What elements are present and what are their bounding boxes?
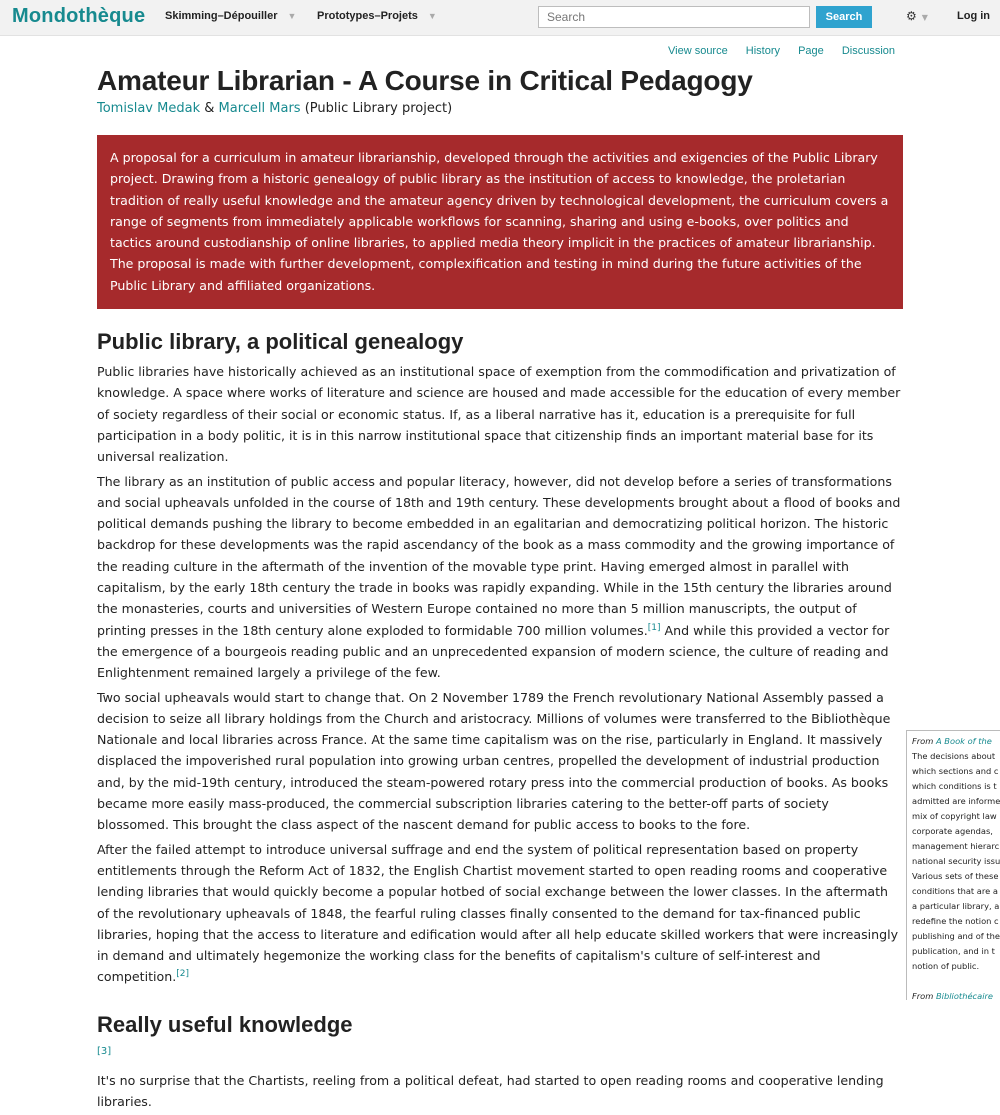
menu-skimming[interactable] <box>165 10 296 22</box>
author-affiliation: (Public Library project) <box>304 101 453 116</box>
footnote-link-3[interactable]: [3] <box>97 1045 112 1057</box>
article-content <box>97 64 903 1115</box>
side-annotation-panel <box>906 730 1000 1000</box>
annotation-from-label-2: From <box>912 991 934 1000</box>
annotation-line: national security issu <box>912 856 1000 866</box>
page-tabs <box>668 45 910 57</box>
annotation-line: publication, and in t <box>912 946 995 956</box>
user-tools-menu[interactable] <box>906 9 928 23</box>
search-button[interactable]: Search <box>816 6 872 28</box>
paragraph-text: The library as an institution of public access and popular literacy, however, did not develop before a series of transformations and social upheavals unfolded in the course of 18th and 19th century. These developments brought about a flood of books and political demands pushing the library to become embedded in an egalitarian and democratizing political horizon. The historic backdrop for these developments was the rapid ascendancy of the book as a mass commodity and the growing importance of the reading culture in the aftermath of the invention of the movable type print. Having emerged almost in parallel with capitalism, by the early 18th century the trade in books was rapidly expanding. While in the 15th century the libraries around the monasteries, courts and universities of Western Europe contained no more than 5 million manuscripts, the output of printing presses in the 18th century alone exploded to formidable 700 million volumes. <box>97 473 901 638</box>
annotation-source-link-2[interactable]: Bibliothécaire <box>935 991 994 1000</box>
tab-view-source[interactable]: View source <box>668 45 728 57</box>
gear-icon: ⚙ <box>906 9 917 23</box>
author-link-mars[interactable]: Marcell Mars <box>218 101 301 116</box>
menu-prototypes[interactable] <box>317 10 437 22</box>
annotation-line: a particular library, a <box>912 901 1000 911</box>
section-heading-useful-knowledge: Really useful knowledge <box>97 1011 353 1037</box>
footnote-link-1[interactable]: [1] <box>647 622 661 633</box>
section-heading-genealogy: Public library, a political genealogy <box>97 329 464 355</box>
menu-skimming-label: Skimming–Dépouiller <box>165 10 278 22</box>
annotation-source <box>912 734 1000 749</box>
reference-link-3 <box>97 1044 903 1060</box>
abstract-box: A proposal for a curriculum in amateur librarianship, developed through the activities and exigencies of the Public Library project. Drawing from a historic genealogy of public library as the institution of access to knowledge, the proletarian tradition of really useful knowledge and the amateur agency driven by technological development, the curriculum covers a range of segments from immediately applicable workflows for scanning, sharing and using e-books, over politics and tactics around custodianship of online libraries, to applied media theory implicit in the practices of amateur librarianship. The proposal is made with further development, complexification and testing in mind during the future activities of the Public Library and affiliated organizations. <box>97 135 903 309</box>
annotation-source-2 <box>912 989 993 1000</box>
paragraph-text: After the failed attempt to introduce universal suffrage and end the system of political representation based on property entitlements through the Reform Act of 1832, the English Chartist movement started to open reading rooms and cooperative lending libraries that would quickly become a popular hotbed of social exchange between the lower classes. In the aftermath of the revolutionary upheavals of 1848, the fearful ruling classes finally consented to the demand for tax-financed public libraries, hoping that the access to literature and edification would after all help educate skilled workers that were increasingly in demand and ultimately hegemonize the working class for the benefits of capitalism's culture of self-interest and competition. <box>97 841 899 985</box>
annotation-source-link[interactable]: A Book of the <box>935 736 992 746</box>
chevron-down-icon: ▼ <box>287 11 297 21</box>
author-line <box>97 100 903 118</box>
paragraph: Public libraries have historically achieved as an institutional space of exemption from the commodification and privatization of knowledge. A space where works of literature and science are housed and made accessible for the education of every member of society regardless of their social or economic status. If, as a liberal narrative has it, education is a prerequisite for full participation in a body politic, it is in this narrow institutional space that citizenship finds an important material base for its universal realization. <box>97 364 901 465</box>
annotation-line: Various sets of these <box>912 871 999 881</box>
tab-history[interactable]: History <box>745 45 781 57</box>
tab-page[interactable]: Page <box>798 45 824 57</box>
annotation-line: which conditions is t <box>912 781 997 791</box>
site-logo[interactable]: Mondothèque <box>12 5 146 27</box>
menu-prototypes-label: Prototypes–Projets <box>317 10 418 22</box>
chevron-down-icon: ▼ <box>921 13 928 22</box>
chevron-down-icon: ▼ <box>427 11 437 21</box>
annotation-body <box>912 749 1000 974</box>
login-link[interactable]: Log in <box>957 10 990 22</box>
annotation-line: which sections and c <box>912 766 999 776</box>
annotation-line: publishing and of the <box>912 931 1000 941</box>
annotation-line: mix of copyright law <box>912 811 997 821</box>
annotation-line: management hierarc <box>912 841 1000 851</box>
annotation-from-label: From <box>912 736 934 746</box>
annotation-line: The decisions about <box>912 751 996 761</box>
annotation-line: corporate agendas, <box>912 826 993 836</box>
paragraph: Two social upheavals would start to change that. On 2 November 1789 the French revolutionary National Assembly passed a decision to seize all library holdings from the Church and aristocracy. Millions of volumes were transferred to the Bibliothèque Nationale and local libraries across France. At the same time capitalism was on the rise, particularly in England. It massively displaced the impoverished rural population into growing urban centres, propelled the development of industrial production and, by the mid-19th century, introduced the steam-powered rotary press into the commercial production of books. As books became more easily mass-produced, the commercial subscription libraries catering to the better-off parts of society blossomed. This brought the class aspect of the nascent demand for public access to books to the fore. <box>97 689 891 833</box>
search-input[interactable] <box>538 6 810 28</box>
paragraph: It's no surprise that the Chartists, reeling from a political defeat, had started to open reading rooms and cooperative lending libraries. <box>97 1072 884 1109</box>
paragraph <box>97 839 903 988</box>
annotation-line: conditions that are a <box>912 886 998 896</box>
top-navbar <box>0 0 1000 36</box>
author-link-medak[interactable]: Tomislav Medak <box>97 101 201 116</box>
footnote-link-2[interactable]: [2] <box>176 969 189 980</box>
paragraph-text: And while this provided a vector for the emergence of a bourgeois reading public and an unprecedented expansion of modern science, the culture of reading and Enlightenment remained largely a privilege of the few. <box>97 622 890 681</box>
page-title: Amateur Librarian - A Course in Critical Pedagogy <box>97 65 753 96</box>
author-separator: & <box>204 101 215 116</box>
paragraph <box>97 471 903 684</box>
tab-discussion[interactable]: Discussion <box>841 45 896 57</box>
annotation-line: admitted are informe <box>912 796 1000 806</box>
annotation-line: notion of public. <box>912 961 980 971</box>
annotation-line: redefine the notion c <box>912 916 999 926</box>
